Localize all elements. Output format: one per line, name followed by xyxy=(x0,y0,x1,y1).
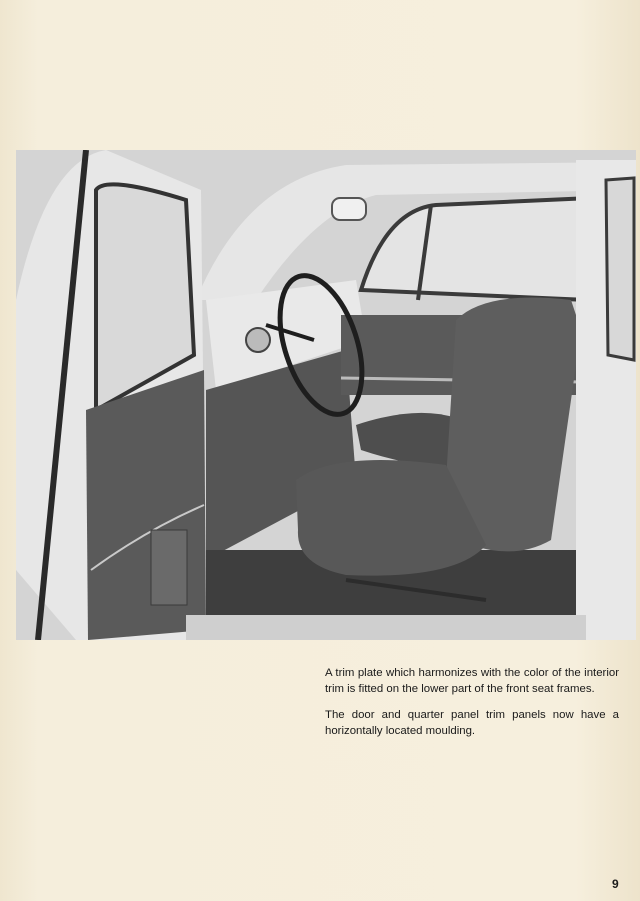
caption xyxy=(325,666,619,750)
page-number: 9 xyxy=(612,877,619,891)
interior-photo xyxy=(16,150,636,640)
caption-paragraph-2: The door and quarter panel trim panels now have a horizontally located moulding. xyxy=(325,709,619,737)
caption-paragraph-1: A trim plate which harmonizes with the color of the interior trim is fitted on the lower part of the front seat frames. xyxy=(325,667,619,695)
